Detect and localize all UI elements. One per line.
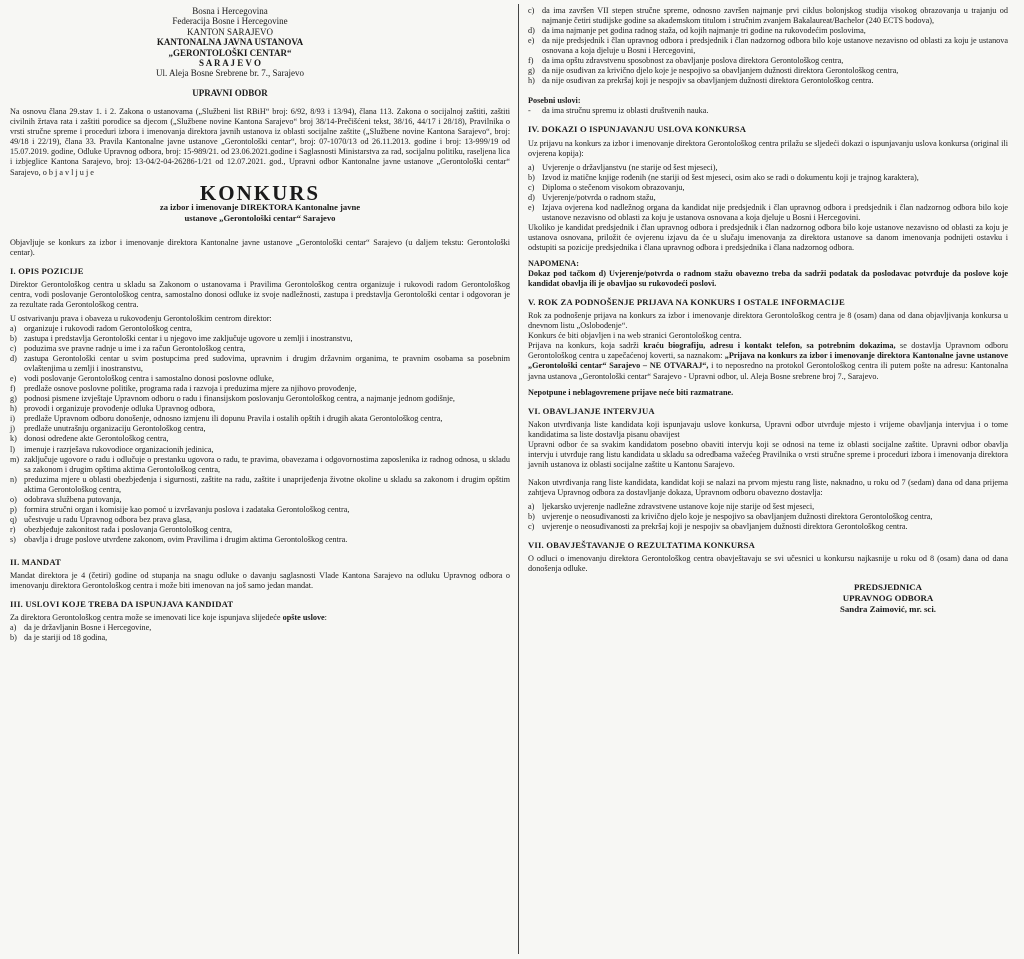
list-marker: k) (10, 434, 17, 444)
list-text: učestvuje u radu Upravnog odbora bez prava glasa, (24, 514, 192, 524)
list-text: Uvjerenje/potvrda o radnom stažu, (542, 192, 656, 202)
signature-line: UPRAVNOG ODBORA (842, 593, 934, 604)
list-text: imenuje i razrješava rukovodioce organizacionih jedinica, (24, 444, 214, 454)
column-divider (518, 4, 519, 954)
conditions-list-continued (528, 6, 1008, 86)
list-marker: - (528, 106, 531, 116)
list-marker: d) (528, 26, 535, 36)
list-text: da ima opštu zdravstvenu sposobnost za obavljanje poslova direktora Gerontološkog centra, (542, 56, 844, 66)
list-marker: e) (528, 202, 535, 212)
list-text: obavlja i druge poslove utvrđene zakonom, ovim Pravilima i drugim aktima Gerontološkog centra. (24, 534, 348, 544)
list-text: podnosi pismene izvještaje Upravnom odboru o radu i finansijskom poslovanju Gerontološkog centra, a najmanje jednom godišnje, (24, 394, 455, 404)
list-marker: d) (528, 192, 535, 202)
list-item (10, 495, 510, 505)
list-marker: a) (528, 162, 535, 172)
list-marker: a) (10, 623, 17, 633)
list-item (10, 515, 510, 525)
document-subtitle (10, 202, 510, 224)
list-marker: b) (528, 512, 535, 522)
list-text: predlaže unutrašnju organizaciju Gerontološkog centra, (24, 424, 206, 434)
list-item (528, 56, 1008, 66)
list-item (10, 455, 510, 475)
list-text: Diploma o stečenom visokom obrazovanju, (542, 182, 685, 192)
list-text: uvjerenje o neosuđivanosti za krivično djelo koje je nespojivo sa obavljanjem dužnosti direktora Gerontološkog centra, (542, 512, 933, 522)
list-text: provodi i organizuje provođenje odluka Upravnog odbora, (24, 404, 216, 414)
subtitle-line: za izbor i imenovanje DIREKTORA Kantonalne javne (159, 201, 361, 212)
list-text: da je državljanin Bosne i Hercegovine, (24, 623, 152, 633)
list-marker: h) (10, 404, 17, 414)
list-text: da nije predsjednik i član upravnog odbora i predsjednik i član nadzornog odbora bilo koje ustanove nezavisno od oblasti za koju je ustanova osnovana a koja djeluje u Bosni i Hercegovini, (542, 36, 1008, 56)
list-item (528, 183, 1008, 193)
list-marker: e) (10, 374, 17, 384)
list-text: Izjava ovjerena kod nadležnog organa da kandidat nije predsjednik i član upravnog odbora i predsjednik i član nadzornog odbora bilo koje ustanove nezavisno od oblasti za koju je ustanova osnovana a koja djeluje u Bosni i Hercegovini. (542, 202, 1008, 222)
list-item (10, 334, 510, 344)
duties-list (10, 324, 510, 545)
list-text: da je stariji od 18 godina, (24, 633, 108, 643)
note-text: Dokaz pod tačkom d) Uvjerenje/potvrda o radnom stažu obavezno treba da sadrži podatak da poslodavac potvrđuje da poslove koje kandidat obavlja ili je obavljao su rukovodeći poslovi. (528, 269, 1008, 289)
evidence-list (528, 163, 1008, 223)
list-text: formira stručni organ i komisije kao pomoć u izvršavanju poslova i zadataka Gerontološkog centra, (24, 504, 350, 514)
list-text: da nije osuđivan za krivično djelo koje je nespojivo sa obavljanjem dužnosti direktora Gerontološkog centra, (542, 66, 899, 76)
list-marker: c) (528, 6, 535, 15)
section-heading: VII. OBAVJEŠTAVANJE O REZULTATIMA KONKURSA (528, 540, 756, 551)
document-title: KONKURS (199, 180, 321, 205)
list-marker: c) (528, 182, 535, 192)
section-paragraph: Za direktora Gerontološkog centra može se imenovati lice koje ispunjava slijedeće opšte uslove: (10, 613, 327, 623)
list-text: da ima najmanje pet godina radnog staža, od kojih najmanje tri godine na rukovodećim poslovima, (542, 26, 866, 36)
list-item (10, 324, 510, 334)
list-text: predlaže Upravnom odboru donošenje, odnosno izmjenu ili dopunu Pravila i ostalih opštih i drugih akata Gerontološkog centra, (24, 414, 443, 424)
list-item (10, 374, 510, 384)
section-paragraph: Rok za podnošenje prijava na konkurs za izbor i imenovanje direktora Gerontološkog centra je 8 (osam) dana od dana objavljivanja konkursa u dnevnom listu „Oslobođenje“. (528, 311, 1008, 331)
left-column (10, 6, 510, 643)
section-paragraph: Ukoliko je kandidat predsjednik i član upravnog odbora i predsjednik i član nadzornog odbora bilo koje ustanove nezavisno od oblasti za koju je ustanova osnovana, priložit će ovjerenu izjavu da će u slučaju imenovanja za direktora ustanove sa danom imenovanja podnijeti ostavku i odstupiti sa pozicije predsjednika i člana upravnog odbora i predsjednika i člana nadzornog odbora. (528, 222, 1008, 252)
section-heading: V. ROK ZA PODNOŠENJE PRIJAVA NA KONKURS I OSTALE INFORMACIJE (528, 297, 845, 308)
list-marker: g) (528, 66, 535, 76)
section-paragraph: Nakon utvrđivanja liste kandidata koji ispunjavaju uslove konkursa, Upravni odbor utvrđuje mjesto i vrijeme obavljanja intervjua i o tome kandidatima sa liste dostavlja pisanu obavijest (528, 419, 1008, 439)
documents-list (528, 502, 1008, 532)
list-item (10, 475, 510, 495)
list-item (528, 203, 1008, 223)
signature-line: Sandra Zaimović, mr. sci. (840, 604, 936, 615)
section-heading: IV. DOKAZI O ISPUNJAVANJU USLOVA KONKURSA (528, 124, 747, 135)
list-item (10, 434, 510, 444)
text-run: Prijava na konkurs, koja sadrži (528, 341, 639, 351)
section-heading: III. USLOVI KOJE TREBA DA ISPUNJAVA KANDIDAT (10, 599, 234, 610)
institution-header (10, 6, 410, 98)
section-paragraph: Uz prijavu na konkurs za izbor i imenovanje direktora Gerontološkog centra prilažu se sljedeći dokazi o ispunjavanju uslova konkursa (original ili ovjerena kopija): (528, 138, 1008, 158)
list-item (10, 445, 510, 455)
signature-block (768, 582, 1008, 615)
text-run: se dostavlja Upravnom odboru Gerontološkog centra u zapečaćenoj koverti, sa naznakom: (528, 341, 1009, 361)
list-item (10, 384, 510, 394)
conditions-list (10, 623, 510, 643)
list-marker: s) (10, 534, 16, 544)
header-line: KANTON SARAJEVO (186, 26, 274, 37)
section-heading: II. MANDAT (10, 556, 62, 567)
conditions-intro: Za direktora Gerontološkog centra može se imenovati lice koje ispunjava slijedeće (10, 613, 281, 623)
list-marker: r) (10, 524, 16, 534)
list-marker: l) (10, 444, 16, 454)
list-marker: g) (10, 394, 17, 404)
right-column (528, 6, 1008, 615)
list-item (10, 414, 510, 424)
list-item (528, 163, 1008, 173)
list-marker: o) (10, 494, 17, 504)
section-heading: VI. OBAVLJANJE INTERVJUA (528, 405, 655, 416)
list-text: zastupa i predstavlja Gerontološki centar i u njegovo ime zaključuje ugovore u zemlji i inostranstvu, (24, 334, 353, 343)
announce-paragraph: Objavljuje se konkurs za izbor i imenovanje direktora Kantonalne javne ustanove „Gerontološki centar“ Sarajevo (u daljem tekstu: Gerontološki centar). (10, 237, 510, 257)
section-paragraph: U ostvarivanju prava i obaveza u rukovođenju Gerontološkim centrom direktor: (10, 313, 272, 323)
list-item (10, 535, 510, 545)
header-line: Federacija Bosne i Hercegovine (172, 16, 288, 27)
list-marker: p) (10, 504, 17, 514)
list-item (528, 36, 1008, 56)
list-text: da ima završen VII stepen stručne spreme, odnosno završen najmanje prvi ciklus bolonjskog studija visokog obrazovanja u trajanju od najmanje četiri studijske godine sa akademskom titulom i stručnim zvanjem Bakalaureat/Bachelor (240 ECTS bodova), (542, 6, 1008, 26)
list-item (528, 6, 1008, 26)
section-heading: I. OPIS POZICIJE (10, 265, 84, 276)
submission-paragraph (528, 341, 1008, 381)
header-line: KANTONALNA JAVNA USTANOVA (156, 37, 304, 48)
list-item (528, 502, 1008, 512)
list-item (528, 512, 1008, 522)
legal-basis-paragraph: Na osnovu člana 29.stav 1. i 2. Zakona o ustanovama („Službeni list RBiH“ broj: 6/92, 8/93 i 13/94), člana 113. Zakona o socijalnoj zaštiti, zaštiti civilnih žrtava rata i zaštiti porodice sa djecom („Službene novine Kantona Sarajevo“ broj 38/14-Prečišćeni tekst, 38/16, 44/17 i 28/18), Pravilnika o vrsti stručne spreme i proceduri izbora i imenovanja direktora javnih ustanova iz oblasti socijalne zaštite („Službene novine Kantona Sarajevo“, broj: 49/18 i 22/19), člana 33. Pravila Kantonalne javne ustanove „Gerontološki centar“, broj: 07-1070/13 od 26.11.2013. godine i broj: 13-999/19 od 15.07.2019. godine, Odluke Upravnog odbora, broj: 15-989/21. od 23.06.2021.godine i Saglasnosti Ministarstva za rad, socijalnu politiku, raseljena lica i izbjeglice Kantona Sarajevo, broj: 13-04/2-04-26286-1/21 od 12.07.2021. god., Upravni odbor Kantonalne javne ustanove „Gerontološki centar“ Sarajevo, o b j a v l j u j e (10, 107, 510, 177)
list-item (10, 354, 510, 374)
list-item (10, 394, 510, 404)
list-item (10, 344, 510, 354)
text-run: i to neposredno na protokol Gerontološkog centra ili putem pošte na adresu: Kantonalna javna ustanova „Gerontološki centar“ Sarajevo - Upravni odbor, ul. Aleja Bosne srebrene broj 7., Sarajevo. (528, 361, 1008, 381)
list-text: vodi poslovanje Gerontološkog centra i samostalno donosi poslovne odluke, (24, 374, 274, 384)
list-item (10, 404, 510, 414)
list-marker: f) (528, 56, 534, 66)
list-text: obezbjeđuje zakonitost rada i poslovanja Gerontološkog centra, (24, 524, 233, 534)
list-item (10, 623, 510, 633)
list-text: da nije osuđivan za prekršaj koji je nespojiv sa obavljanjem dužnosti direktora Gerontološkog centra. (542, 76, 874, 86)
signature-line: PREDSJEDNICA (854, 582, 922, 593)
list-text: zaključuje ugovore o radu i odlučuje o prestanku ugovora o radu, te pravima, obavezama i odgovornostima zaposlenika iz radnog odnosa, u skladu sa zakonom i drugim opštima aktima Gerontološkog centra, (24, 454, 510, 474)
list-item (528, 76, 1008, 86)
section-paragraph: Upravni odbor će sa svakim kandidatom posebno obaviti intervju koji se odnosi na teme iz oblasti socijalne zaštite. Upravni odbor obavlja intervju i utvrđuje rang listu kandidata u skladu sa odredbama važećeg Pravilnika o vrsti stručne spreme i proceduri izbora i imenovanja direktora javnih ustanova iz oblasti socijalne zaštite u Kantonu Sarajevo. (528, 439, 1008, 469)
list-item (10, 505, 510, 515)
list-marker: c) (528, 522, 535, 532)
list-marker: c) (10, 344, 17, 354)
list-item (528, 66, 1008, 76)
section-paragraph: Konkurs će biti objavljen i na web stranici Gerontološkog centra. (528, 331, 742, 341)
list-marker: q) (10, 514, 17, 524)
incomplete-notice: Nepotpune i neblagovremene prijave neće biti razmatrane. (528, 387, 734, 397)
general-conditions-label: opšte uslove (282, 613, 325, 623)
list-text: odobrava službena putovanja, (24, 494, 122, 504)
header-line: Bosna i Hercegovina (192, 6, 268, 16)
list-marker: i) (10, 414, 16, 424)
list-item (528, 173, 1008, 183)
list-text: da ima stručnu spremu iz oblasti društvenih nauka. (542, 106, 709, 116)
section-paragraph: Nakon utvrđivanja rang liste kandidata, kandidat koji se nalazi na prvom mjestu rang liste, naknadno, u roku od 7 (sedam) dana od dana prijema zahtjeva Upravnog odbora za dostavljanje dokaza, Upravnom odboru obavezno dostavlja: (528, 477, 1008, 497)
list-marker: j) (10, 424, 16, 434)
list-text: uvjerenje o neosuđivanosti za prekršaj koji je nespojiv sa obavljanjem dužnosti direktora Gerontološkog centra. (542, 522, 908, 532)
header-line: Ul. Aleja Bosne Srebrene br. 7., Sarajevo (156, 68, 304, 79)
list-text: zastupa Gerontološki centar u svim postupcima pred sudovima, upravnim i drugim državnim organima, te pravnim osobama sa posebnim ovlaštenjima u zemlji i inostranstvu, (24, 354, 510, 374)
section-paragraph: Direktor Gerontološkog centra u skladu sa Zakonom o ustanovama i Pravilima Gerontološkog centra organizuje i rukovodi radom Gerontološkog centra, vodi poslovanje Gerontološkog centra, samostalno donosi odluke iz svoje nadležnosti, zastupa i predstavlja Gerontološki centar i odgovoran je za rezultate rada Gerontološkog centra. (10, 279, 510, 309)
list-text: poduzima sve pravne radnje u ime i za račun Gerontološkog centra, (24, 344, 246, 354)
list-marker: e) (528, 36, 535, 46)
special-conditions-heading: Posebni uslovi: (528, 96, 581, 106)
list-marker: b) (10, 633, 17, 643)
list-text: Izvod iz matične knjige rođenih (ne stariji od šest mjeseci, osim ako se radi o dokumentu koji je trajnog karaktera), (542, 172, 919, 182)
list-marker: b) (10, 334, 17, 343)
text-run: kraću biografiju, adresu i kontakt telefon, sa potrebnim dokazima, (643, 341, 896, 351)
list-marker: f) (10, 384, 16, 394)
envelope-label: „Prijava na konkurs za izbor i imenovanje direktora Kantonalne javne ustanove „Gerontološki centar“ Sarajevo – NE OTVARAJ“, (528, 351, 1009, 371)
list-item (10, 633, 510, 643)
header-line: „GERONTOLOŠKI CENTAR“ (168, 47, 292, 58)
section-paragraph: O odluci o imenovanju direktora Gerontološkog centra obavještavaju se svi učesnici u konkursu najkasnije u roku od 8 (osam) dana od dana donošenja odluke. (528, 554, 1008, 574)
list-text: ljekarsko uvjerenje nadležne zdravstvene ustanove koje nije starije od šest mjeseci, (542, 501, 815, 511)
list-text: preduzima mjere u oblasti obezbjeđenja i sigurnosti, zaštite na radu, zaštite i unaprijeđenja životne okoline u skladu sa zakonom i drugim opštim aktima Gerontološkog centra, (24, 474, 510, 494)
list-text: predlaže osnove poslovne politike, programa rada i razvoja i preduzima mjere za njihovo provođenje, (24, 384, 357, 394)
list-item (528, 26, 1008, 36)
section-paragraph: Mandat direktora je 4 (četiri) godine od stupanja na snagu odluke o davanju saglasnosti Vlade Kantona Sarajevo na odluku Upravnog odbora o imenovanju direktora Gerontološkog centra i može biti imenovan na još samo jedan mandat. (10, 571, 510, 591)
list-marker: a) (10, 323, 17, 333)
list-marker: b) (528, 172, 535, 182)
subtitle-line: ustanove „Gerontološki centar“ Sarajevo (184, 212, 336, 223)
list-marker: h) (528, 76, 535, 86)
list-item (528, 106, 1008, 116)
list-item (528, 193, 1008, 203)
list-marker: n) (10, 474, 17, 484)
list-item (10, 424, 510, 434)
list-marker: m) (10, 454, 20, 464)
header-line: S A R A J E V O (199, 58, 261, 69)
note-heading: NAPOMENA: (528, 259, 579, 269)
list-marker: a) (528, 501, 535, 511)
list-text: Uvjerenje o državljanstvu (ne starije od šest mjeseci), (542, 162, 718, 172)
list-marker: d) (10, 354, 17, 364)
board-name: UPRAVNI ODBOR (192, 87, 268, 98)
list-text: organizuje i rukovodi radom Gerontološkog centra, (24, 323, 193, 333)
list-item (10, 525, 510, 535)
list-item (528, 522, 1008, 532)
list-text: donosi određene akte Gerontološkog centra, (24, 434, 169, 444)
